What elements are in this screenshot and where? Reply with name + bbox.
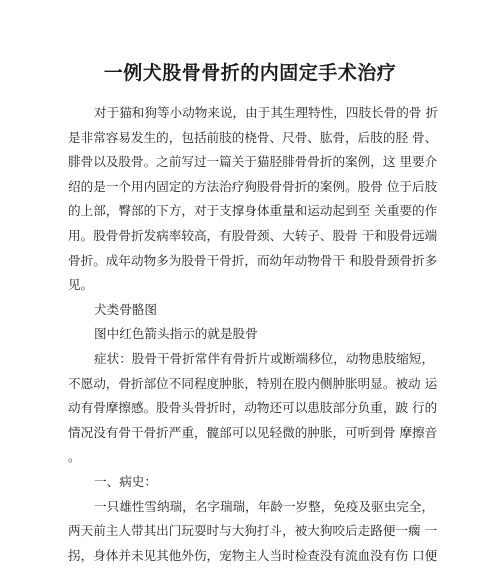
paragraph-line: 拐，身体并未见其他外伤，宠物主人当时检查没有流血没有伤 口便 [68,547,438,563]
paragraph-line: 腓骨以及股骨。之前写过一篇关于猫胫腓骨骨折的案例，这 里要介 [68,154,438,170]
section-heading: 一、病史： [94,473,157,489]
paragraph-line: 一只雄性雪纳瑞，名字瑞瑞，年龄一岁整，免疫及驱虫完全， [94,498,435,514]
paragraph-line: 的上部，臀部的下方，对于支撑身体重量和运动起到至 关重要的作 [68,203,438,219]
paragraph-line: 是非常容易发生的，包括前肢的桡骨、尺骨、肱骨，后肢的胫 骨、 [68,129,438,145]
paragraph-line: 不愿动，骨折部位不同程度肿胀，特别在股内侧肿胀明显。被动 运 [68,375,438,391]
figure-caption-title: 犬类骨骼图 [94,301,157,317]
paragraph-line: 绍的是一个用内固定的方法治疗狗股骨骨折的案例。股骨 位于后肢 [68,178,438,194]
paragraph-line: 用。股骨骨折发病率较高，有股骨颈、大转子、股骨 干和股骨远端 [68,227,438,243]
paragraph-line: 见。 [68,277,94,293]
document-title: 一例犬股骨骨折的内固定手术治疗 [103,62,397,84]
paragraph-line: 情况没有骨干骨折严重，髋部可以见轻微的肿胀，可听到骨 摩擦音 [68,424,438,440]
paragraph-line: 。 [68,449,81,465]
document-body [68,101,440,568]
paragraph-line: 两天前主人带其出门玩耍时与大狗打斗，被大狗咬后走路便一瘸 一 [68,523,438,539]
paragraph-line: 对于猫和狗等小动物来说，由于其生理特性，四肢长骨的骨 折 [94,105,439,120]
paragraph-line: 症状：股骨干骨折常伴有骨折片或断端移位，动物患肢缩短， [94,350,435,366]
paragraph-line: 动有骨摩擦感。股骨头骨折时，动物还可以患肢部分负重，跛 行的 [68,400,438,416]
figure-caption-note: 图中红色箭头指示的就是股骨 [94,326,258,342]
paragraph-line: 骨折。成年动物多为股骨干骨折，而幼年动物骨干 和股骨颈骨折多 [68,252,438,268]
